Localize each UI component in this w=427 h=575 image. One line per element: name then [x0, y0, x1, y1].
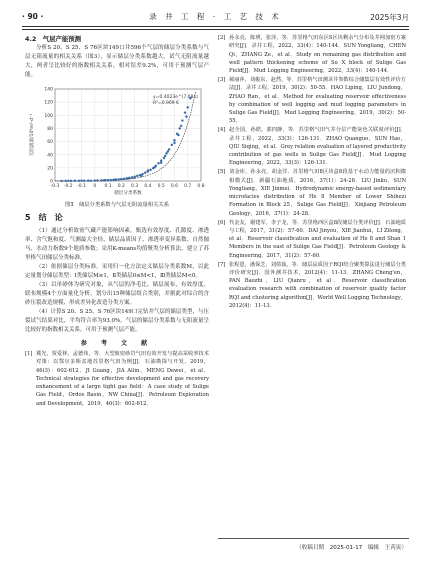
y-tick-label: 0 [50, 179, 53, 185]
data-point [87, 180, 89, 182]
reference-item [218, 34, 406, 75]
section-4-2-body: 分析S 20、S 25、S 76区块149口井596个气层的储层分类系数与气层无阻流量的相关关系（图3），显示储层分类系数越大，试气无阻流量越大，两者呈比较好的指数相关关系，相对误差9.2%，可用于预测气层产能。 [25, 45, 209, 78]
data-point [90, 180, 92, 182]
reference-text: 刘金库，孙永亮，胡金洋．苏里格气田8区块盒8段基于水动力能量的沉积微相模式[J]．新疆石油地质，2016，37(1)：24-28．LIU Jinku，SUN Yongliang，XIE Jinmei．Hydrodynamic energy-based sedimentary microfacies distribution of He 8 Member of Lower Shihezi Formation in Block 25，Sulige Gas Field[J]．Xinjiang Petroleum Geology，2016，37(1)：24-28． [229, 169, 406, 217]
x-tick-label: -0.2 [63, 184, 73, 189]
data-point [67, 180, 69, 182]
y-axis-label: 无阻流量/10⁴m³·d⁻¹ [30, 113, 35, 157]
y-tick-label: 140 [44, 87, 53, 93]
data-point [140, 175, 142, 177]
data-point [179, 127, 181, 129]
data-point [187, 106, 189, 108]
data-point [149, 169, 151, 171]
data-point [74, 180, 76, 182]
footer-rule [218, 538, 409, 539]
figure-3 [25, 83, 209, 199]
data-point [171, 144, 173, 146]
left-column [25, 34, 209, 409]
data-point [127, 178, 129, 180]
data-point [123, 178, 125, 180]
reference-number: [2] [218, 35, 226, 41]
reference-item [218, 126, 406, 167]
reference-number: [3] [218, 76, 226, 83]
x-tick-label: -0.3 [50, 184, 60, 189]
data-point [118, 178, 120, 180]
data-point [185, 116, 187, 118]
reference-item [218, 168, 406, 218]
data-point [96, 179, 98, 181]
page-number: · 90 · [22, 12, 44, 21]
x-tick-label: 0.1 [104, 184, 112, 189]
section-5-heading: 5 结 论 [25, 213, 63, 222]
header-rule [22, 26, 409, 27]
data-point [160, 162, 162, 164]
y-tick-label: 60 [47, 140, 53, 146]
x-tick-label: 0.5 [157, 184, 165, 189]
data-point [70, 180, 72, 182]
reference-number: [7] [218, 261, 226, 268]
reference-item [218, 219, 406, 260]
data-point [173, 139, 175, 141]
x-tick-label: 0.7 [184, 184, 192, 189]
data-point [157, 162, 159, 164]
data-point [136, 175, 138, 177]
data-point [83, 180, 85, 182]
figure-3-caption: 图3 储层分类系数与气层无阻流量相关关系 [64, 202, 169, 208]
page-header [22, 10, 409, 24]
x-tick-label: 0.2 [117, 184, 125, 189]
y-tick-label: 100 [44, 113, 53, 119]
received-date-note: （收稿日期 2025-01-17 编辑 王芮寅） [296, 545, 407, 551]
reference-item [25, 350, 209, 408]
fit-equation: y=0.4023e^(7.68x) [153, 95, 198, 100]
reference-text: 孙永亮，陈瑛，张泽，等．苏里格气田东区S区块剩余气分布及井网加密方案研究[J]．录井工程，2022，33(4)：140-144．SUN Yongliang，CHEN Qi，ZHANG Ze，et al．Study on remaining gas distribution and well pattern thickening scheme of Su X block of Sulige Gas Field[J]．Mud Logging Engineering，2022，33(4)：140-144． [229, 35, 406, 75]
references-title: 参 考 文 献 [80, 340, 154, 347]
data-point [144, 171, 146, 173]
x-tick-label: 0 [93, 184, 97, 189]
data-point [78, 180, 80, 182]
data-point [80, 180, 82, 182]
data-point [163, 157, 165, 159]
reference-number: [4] [218, 127, 226, 134]
header-rule-thin [22, 29, 409, 30]
x-axis-label: 储层分类系数 [114, 191, 142, 196]
fit-r-squared: R²=0.909 6 [153, 101, 179, 106]
data-point [184, 112, 186, 114]
data-point [177, 134, 179, 136]
reference-number: [5] [218, 169, 226, 176]
data-point [134, 176, 136, 178]
data-point [168, 148, 170, 150]
data-point [65, 180, 67, 182]
data-point [104, 179, 106, 181]
data-point [160, 160, 162, 162]
reference-text: 代金友，谢建军，李子龙，等．苏里格西区盒8段储层分类评价[J]．石油地质与工程，2017，31(2)：57-60．DAI Jinyou，XIE Jianhui，LI Zilong，et al．Reservoir classification and evaluation of He 8 and Shan 1 Members in the east of Sulige Gas Field[J]．Petroleum Geology & Engineering，2017，31(2)：57-60． [229, 219, 406, 259]
data-point [131, 176, 133, 178]
y-tick-label: 40 [47, 153, 53, 159]
reference-item [218, 76, 406, 126]
conclusion-4: （4）计算S 20、S 25、S 76区块149口完钻井气层的储层类型，与压裂试气结果对比，平均符合率为93.0%。气层的储层分类系数与无阻流量呈比较好的指数相关关系，可用于预测气层产能。 [25, 309, 209, 333]
x-tick-label: 0.4 [144, 184, 152, 189]
data-point [165, 152, 167, 154]
data-point [147, 169, 149, 171]
reference-number: [1] [25, 351, 33, 357]
data-point [61, 180, 63, 182]
data-point [173, 142, 175, 144]
issue-date: 2025年3月 [370, 13, 409, 22]
reference-text: 赵全国，孙皓，郭四静，等．苏里格气田气井分层产能灰色关联度评价[J]．录井工程，2022，33(3)：126-131．ZHAO Quanguo，SUN Hao，QIU Siqing，et al．Grey relation evaluation of layered productivity contribution of gas wells in Sulige Gas Field[J]．Mud Logging Engineering，2022，33(3)：126-131． [229, 127, 406, 167]
data-point [181, 119, 183, 121]
data-point [153, 166, 155, 168]
data-point [120, 178, 122, 180]
reference-number: [6] [218, 219, 226, 226]
reference-text: 冀光，贾爱林，孟德伟，等．大型致密砂岩气田有效开发与提高采收率技术对策：以鄂尔多斯盆地苏里格气田为例[J]．石油勘探与开发，2019，46(3)：602-612．JI Guang，JIA Ailin，MENG Dewei，et al．Technical strategies for effective development and gas recovery enhancement of a large tight gas field：A case study of Sulige Gas Field，Ordos Basin，NW China[J]．Petroleum Exploration and Development，2019，46(3)：602-612． [36, 351, 209, 407]
data-point [167, 150, 169, 152]
data-point [110, 179, 112, 181]
journal-title: 录 井 工 程 · 工 艺 技 术 [149, 12, 282, 21]
x-tick-label: -0.1 [77, 184, 86, 189]
conclusion-3: （3）以单砂体为研究对象，从气层的净毛比、储层展布、有效厚度、联布规模4个方面量化分析，划分出15种储层组合类别，并据此对综合的含砂压裂改造规模、形成差异化改造分类方案。 [25, 282, 209, 306]
right-column [218, 34, 406, 311]
section-4-2-heading: 4.2 气层产能预测 [25, 35, 82, 43]
y-tick-label: 80 [47, 127, 53, 133]
x-tick-label: 0.6 [170, 184, 179, 189]
scatter-chart [25, 83, 209, 199]
x-tick-label: 0.8 [197, 184, 205, 189]
y-tick-label: 120 [44, 100, 53, 106]
data-point [164, 155, 166, 157]
data-point [107, 179, 109, 181]
data-point [94, 180, 96, 182]
data-point [180, 125, 182, 127]
reference-item [218, 261, 406, 311]
data-point [114, 179, 116, 181]
conclusion-2: （2）依据储层分类标准，采用归一化方法定义储层分类系数M，以此定量划分储层类型：Ⅰ类储层M≥1，Ⅱ类储层0≤M<1，Ⅲ类储层M<0。 [25, 264, 209, 279]
reference-text: 郝丽萍，刘俊东，赵然，等．苏里格气田测录井参数综合储集层有效性评价方法[J]．录井工程，2019，30(2)：50-55．HAO Liping，LIU Jundong，ZHAO Ran，et al．Method for evaluating reservoir effectiveness by combination of well logging and mud logging parameters in Sulige Gas Field[J]．Mud Logging Engineering，2019，30(2)：50-55． [229, 76, 406, 125]
data-point [100, 179, 102, 181]
reference-text: 张程恩，潘保芝，刘倩茹，等．储层品质因子RQI结合聚类算法进行储层分类评价研究[J]．国外测井技术，2012(4)：11-13．ZHANG Cheng'en，PAN Baozhi，LIU Qianru，et al．Reservoir classification evaluation research with combination of reservoir quality factor RQI and clustering algorithm[J]．World Well Logging Technology，2012(4)：11-13． [229, 261, 406, 309]
conclusion-1: （1）通过分析致密气藏产能影响因素，甄选有效厚度、孔隙度、渗透率、含气饱和度、气测最大全烃、储层品质因子、渗透率变异系数、自然伽马、水动力指数9个地质参数；采用K-means均值聚类分析算法，建立了苏里格气田储层分类标准。 [25, 228, 209, 261]
y-tick-label: 20 [47, 166, 53, 172]
x-tick-label: 0.3 [131, 184, 139, 189]
